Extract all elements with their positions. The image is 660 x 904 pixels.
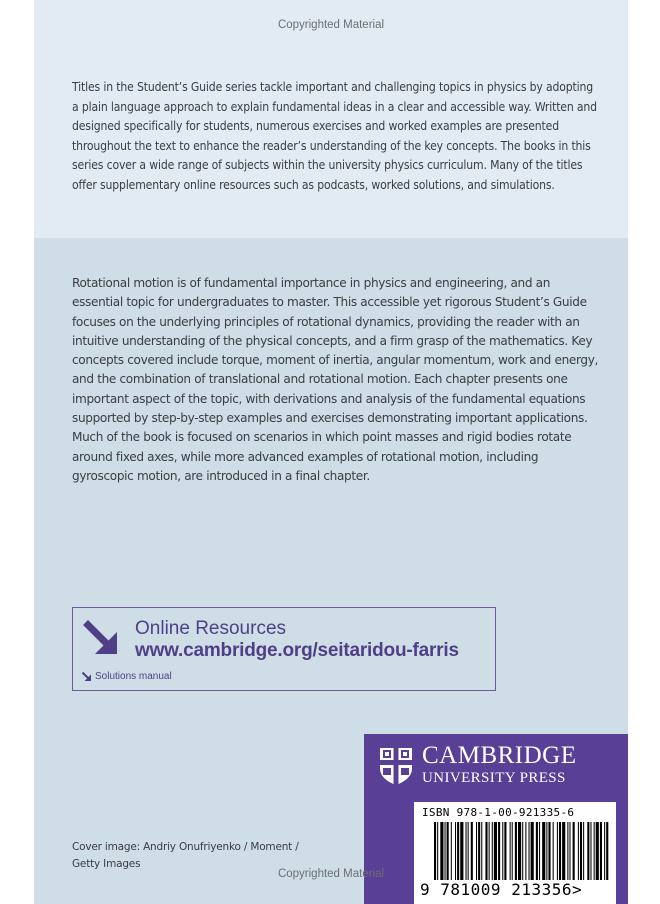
isbn-label: ISBN 978-1-00-921335-6 [422,806,575,819]
barcode-number: 9 781009 213356> [420,880,583,899]
crest-icon [378,746,414,786]
solutions-manual-item [81,671,172,682]
cover-credit: Cover image: Andriy Onufriyenko / Moment / Getty Images [72,841,299,870]
watermark-bottom: Copyrighted Material [277,868,385,880]
barcode-panel [414,802,616,904]
solutions-manual-label: Solutions manual [95,671,172,682]
book-description: Rotational motion is of fundamental importance in physics and engineering, and an essential topic for undergraduates to master. This accessible yet rigorous Student’s Guide focuses on the underlying principles of rotational dynamics, providing the reader with an intuitive understanding of the physical concepts, and a firm grasp of the mathematics. Key concepts covered include torque, moment of inertia, angular momentum, work and energy, and the combination of translational and rotational motion. Each chapter presents one important aspect of the topic, with derivations and analysis of the fundamental equations supported by step-by-step examples and exercises demonstrating important applications. Much of the book is focused on scenarios in which point masses and rigid bodies rotate around fixed axes, while more advanced examples of rotational motion, including gyroscopic motion, are introduced in a final chapter. [72,276,599,483]
watermark-top: Copyrighted Material [277,19,385,31]
publisher-press: UNIVERSITY PRESS [422,770,566,786]
online-resources-title: Online Resources [135,618,287,639]
series-blurb: Titles in the Student’s Guide series tackle important and challenging topics in physics by adopting a plain language approach to explain fundamental ideas in a clear and accessible way. Written and designed specifically for students, numerous exercises and worked examples are presented throughout the text to enhance the reader’s understanding of the key concepts. The books in this series cover a wide range of subjects within the university physics curriculum. Many of the titles offer supplementary online resources such as podcasts, worked solutions, and simulations. [72,80,597,192]
online-resources-url[interactable]: www.cambridge.org/seitaridou-farris [135,640,459,661]
back-cover [34,0,628,904]
small-arrow-icon [81,671,92,682]
publisher-name: CAMBRIDGE [422,742,577,769]
arrow-down-right-icon [83,620,121,658]
online-resources-box [72,607,496,691]
